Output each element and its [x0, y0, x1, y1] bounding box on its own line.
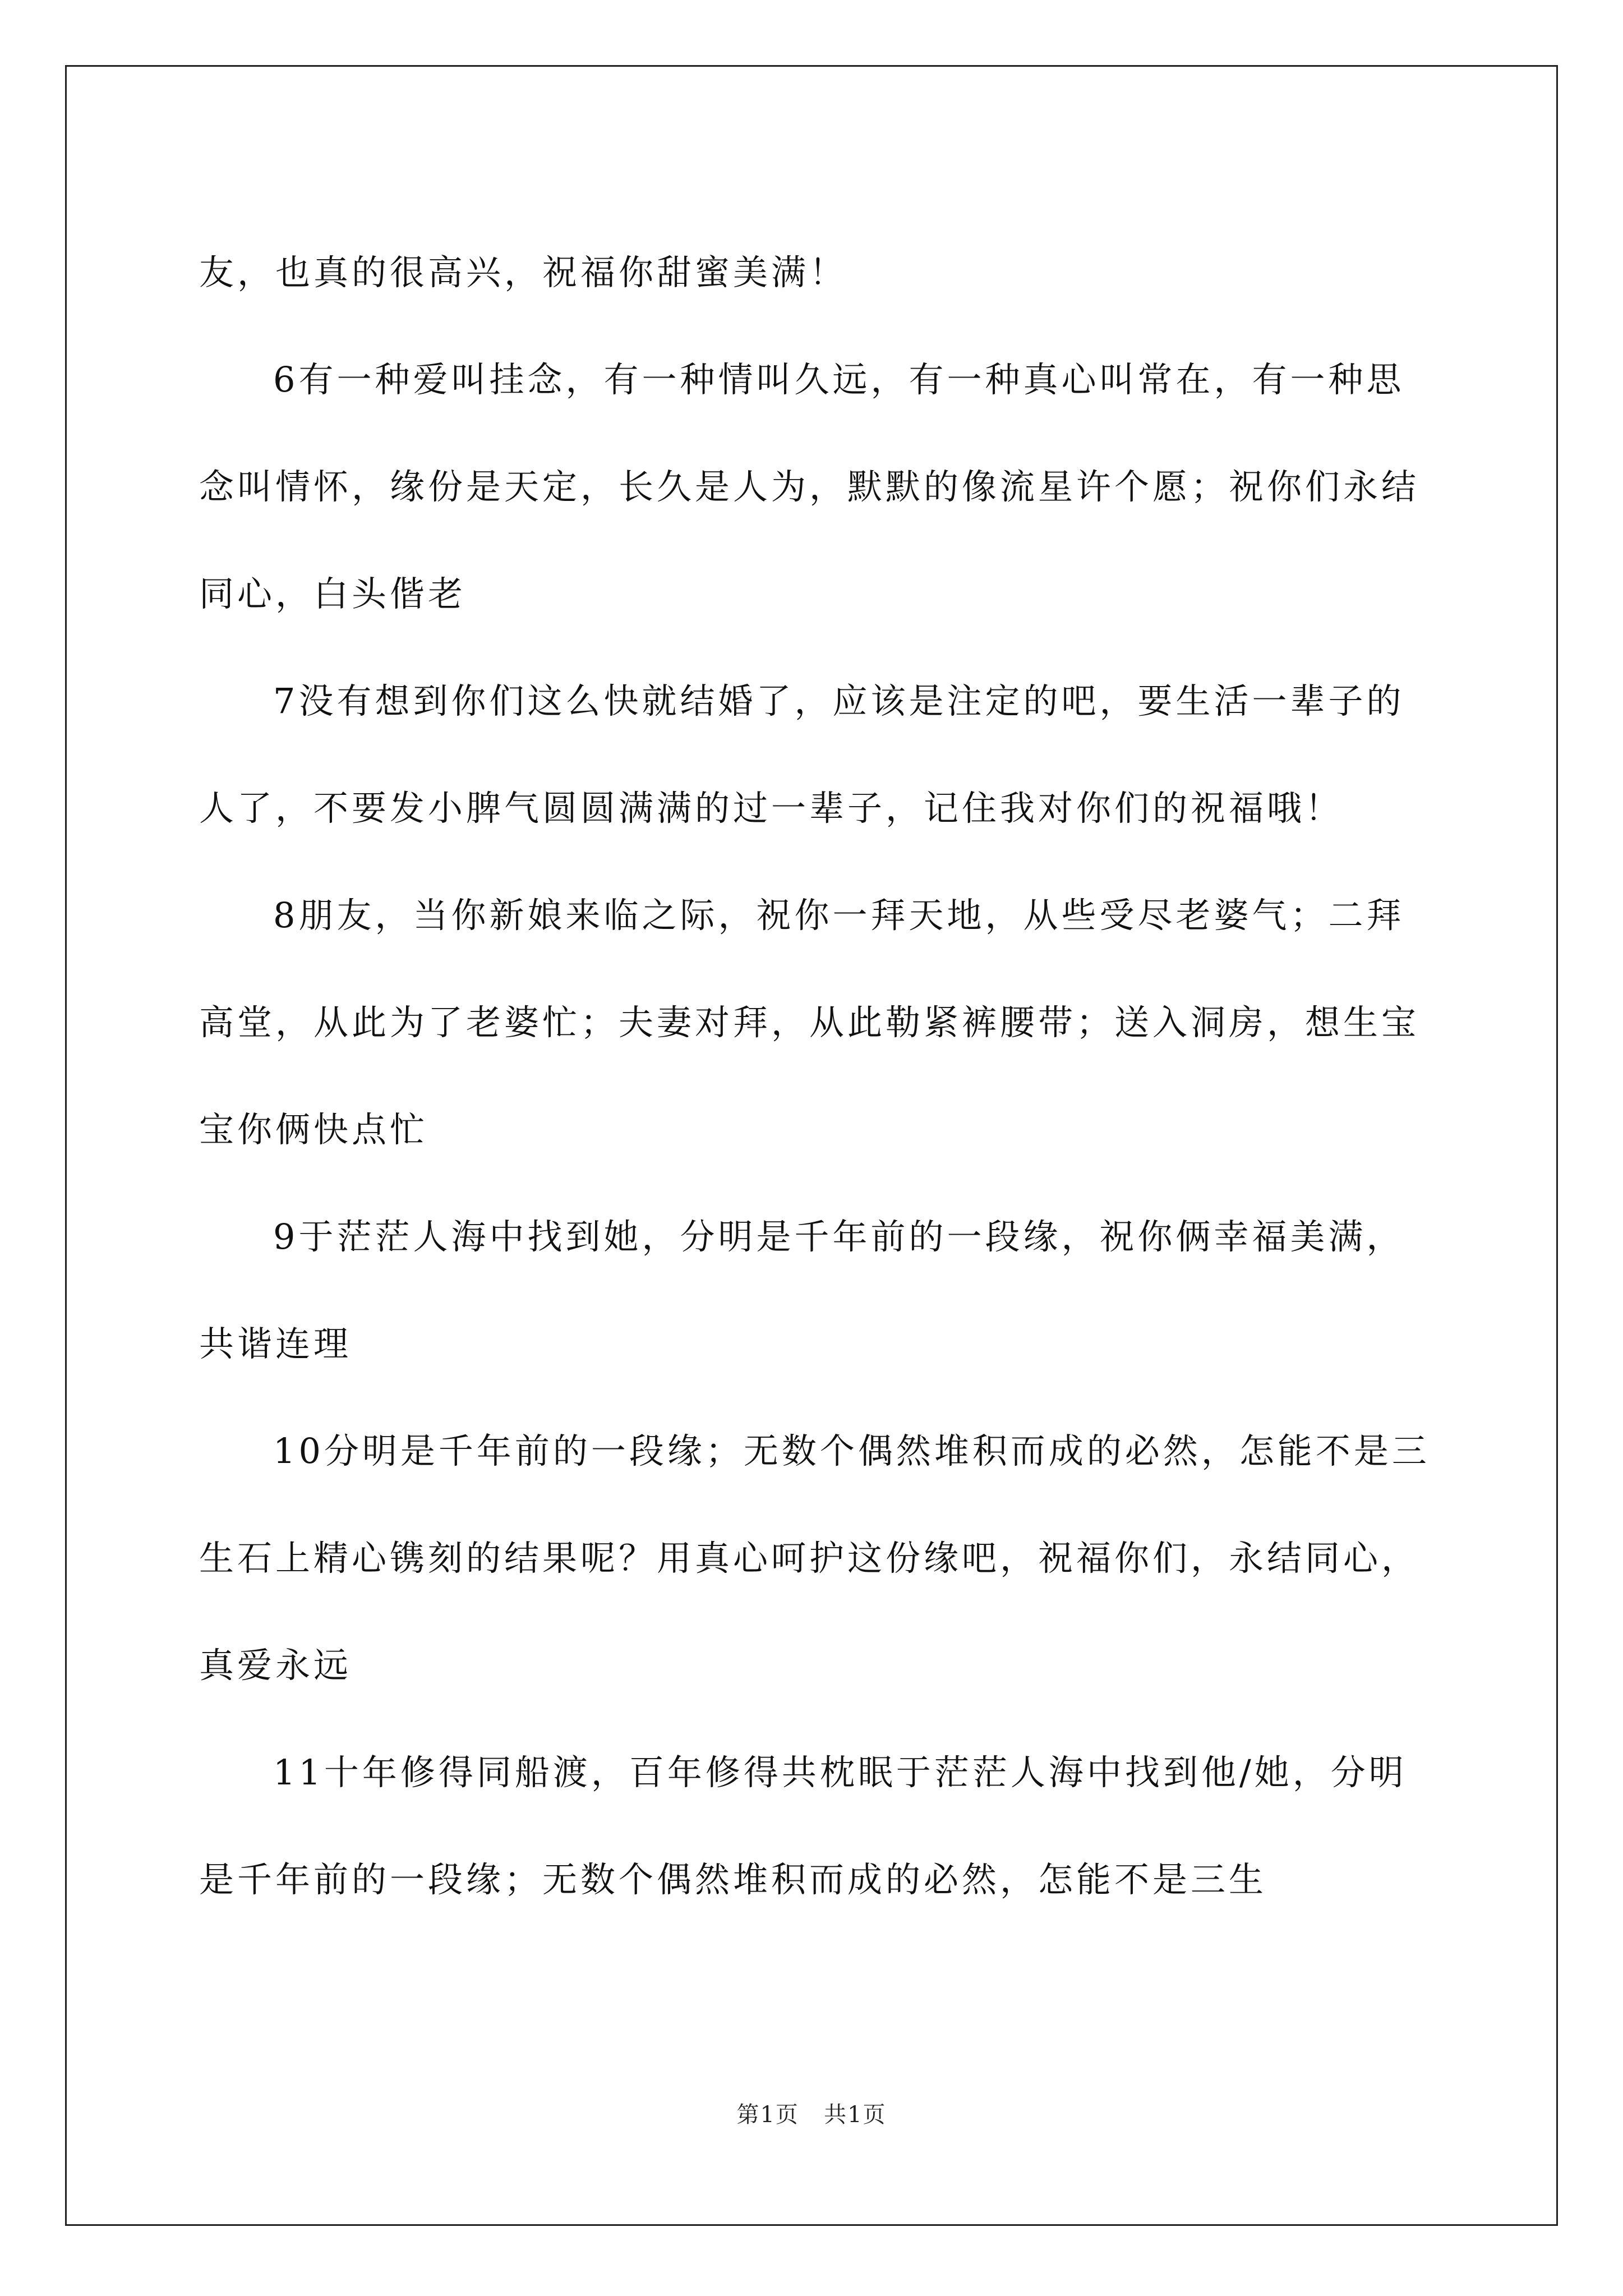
page-footer: [0, 2097, 1623, 2129]
paragraph-5: 9于茫茫人海中找到她，分明是千年前的一段缘，祝你俩幸福美满，共谐连理: [199, 1216, 1405, 1364]
page-total: 共1页: [824, 2102, 887, 2128]
paragraph-1: 友，也真的很高兴，祝福你甜蜜美满！: [199, 252, 848, 293]
paragraph-7: 11十年修得同船渡，百年修得共枕眠于茫茫人海中找到他/她，分明是千年前的一段缘；无数个偶然堆积而成的必然，怎能不是三生: [199, 1752, 1407, 1900]
paragraph-4: 8朋友，当你新娘来临之际，祝你一拜天地，从些受尽老婆气；二拜高堂，从此为了老婆忙；夫妻对拜，从此勒紧裤腰带；送入洞房，想生宝宝你俩快点忙: [199, 895, 1420, 1150]
page-number: 第1页: [736, 2102, 799, 2128]
paragraph-3: 7没有想到你们这么快就结婚了，应该是注定的吧，要生活一辈子的人了，不要发小脾气圆圆满满的过一辈子，记住我对你们的祝福哦！: [199, 680, 1405, 829]
paragraph-2: 6有一种爱叫挂念，有一种情叫久远，有一种真心叫常在，有一种思念叫情怀，缘份是天定，长久是人为，默默的像流星许个愿；祝你们永结同心，白头偕老: [199, 359, 1420, 614]
paragraph-6: 10分明是千年前的一段缘；无数个偶然堆积而成的必然，怎能不是三生石上精心镌刻的结果呢？用真心呵护这份缘吧，祝福你们，永结同心，真爱永远: [199, 1430, 1430, 1686]
document-body: [199, 219, 1433, 1933]
